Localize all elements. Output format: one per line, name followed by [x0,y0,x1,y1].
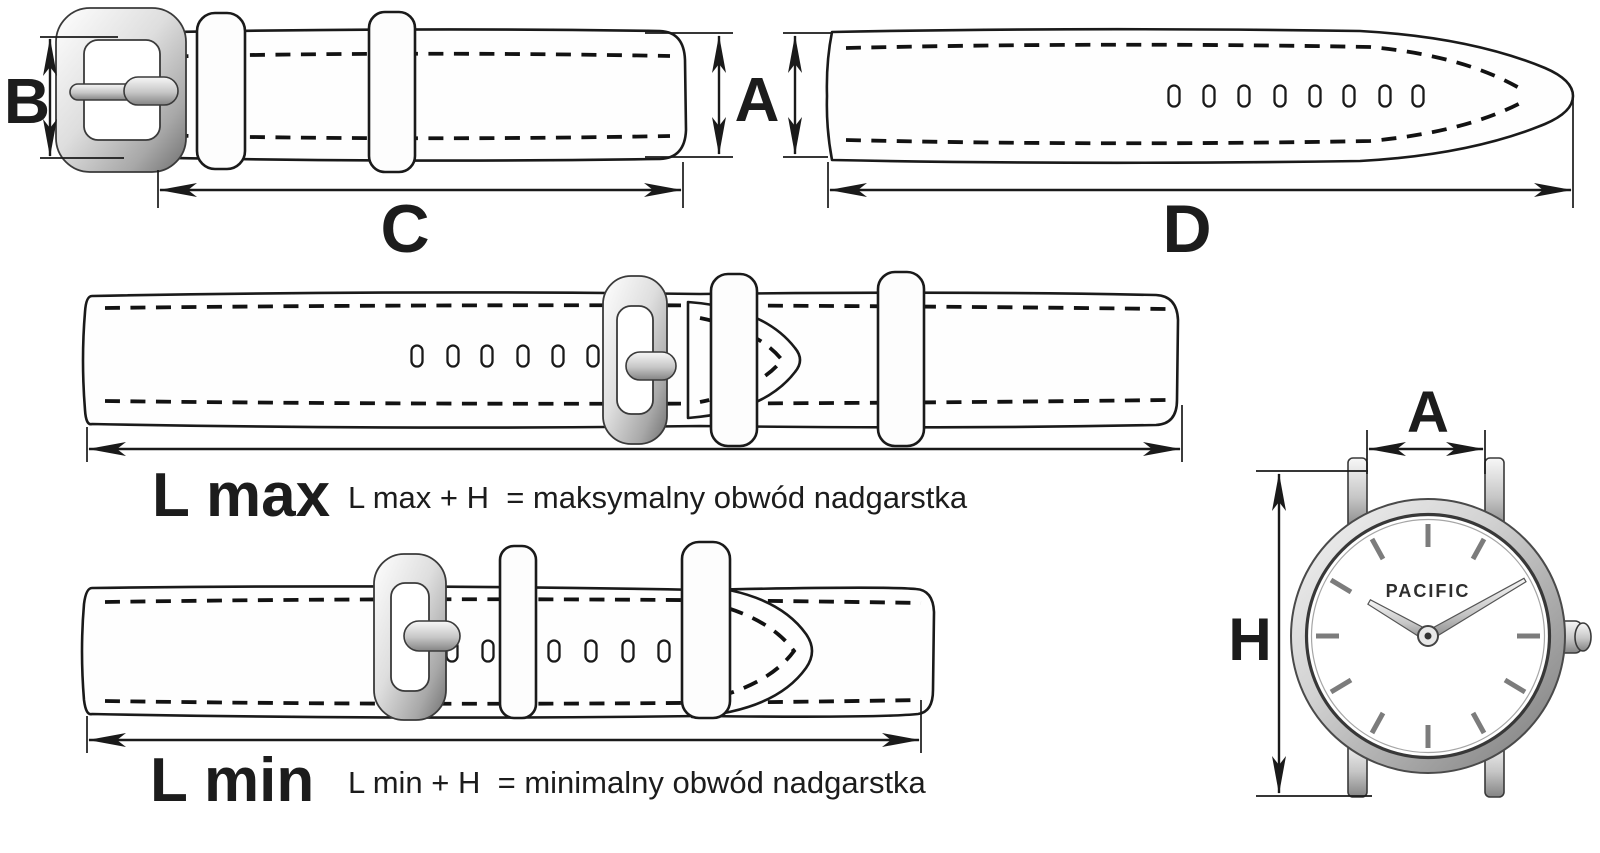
strap-hole [623,641,634,662]
dimension-label-l-min: L min [150,746,315,815]
strap-hole [1310,86,1321,107]
dimension-label-l-max: L max [152,461,331,530]
buckle-prong [404,621,460,651]
dimension-label-d: D [1162,191,1212,267]
strap-keeper [682,542,730,718]
l-max-formula-text: L max + H = maksymalny obwód nadgarstka [348,480,968,515]
watch-brand-text: PACIFIC [1385,581,1471,601]
strap-hole [482,346,493,367]
watch-crown-cap [1575,623,1591,651]
strap-hole [1344,86,1355,107]
strap-hole [483,641,494,662]
dimension-label-h: H [1228,606,1272,673]
strap-hole [586,641,597,662]
strap-hole [448,346,459,367]
strap-l-max-drawing [83,272,1178,446]
strap-keeper [369,12,415,172]
strap-tip-segment-drawing [827,29,1573,163]
strap-hole [1380,86,1391,107]
strap-hole [1275,86,1286,107]
buckle-prong [626,352,676,380]
buckle-prong-tip [124,77,178,105]
strap-keeper [711,274,757,446]
strap-hole [659,641,670,662]
strap-hole [412,346,423,367]
strap-hole [1204,86,1215,107]
hands-center-dot [1425,633,1432,640]
strap-hole [553,346,564,367]
strap-keeper [500,546,536,718]
dimension-label-c: C [380,191,430,267]
strap-body [827,29,1573,163]
dimension-label-b: B [3,65,51,137]
strap-keeper [878,272,924,446]
strap-keeper [197,13,245,169]
strap-buckle-segment-drawing [56,8,686,172]
dimension-label-a: A [734,66,780,135]
strap-hole [549,641,560,662]
strap-hole [518,346,529,367]
strap-hole [588,346,599,367]
dimension-label-a-watch: A [1407,380,1449,445]
strap-hole [1169,86,1180,107]
strap-hole [1413,86,1424,107]
l-min-formula-text: L min + H = minimalny obwód nadgarstka [348,765,926,800]
strap-hole [1239,86,1250,107]
